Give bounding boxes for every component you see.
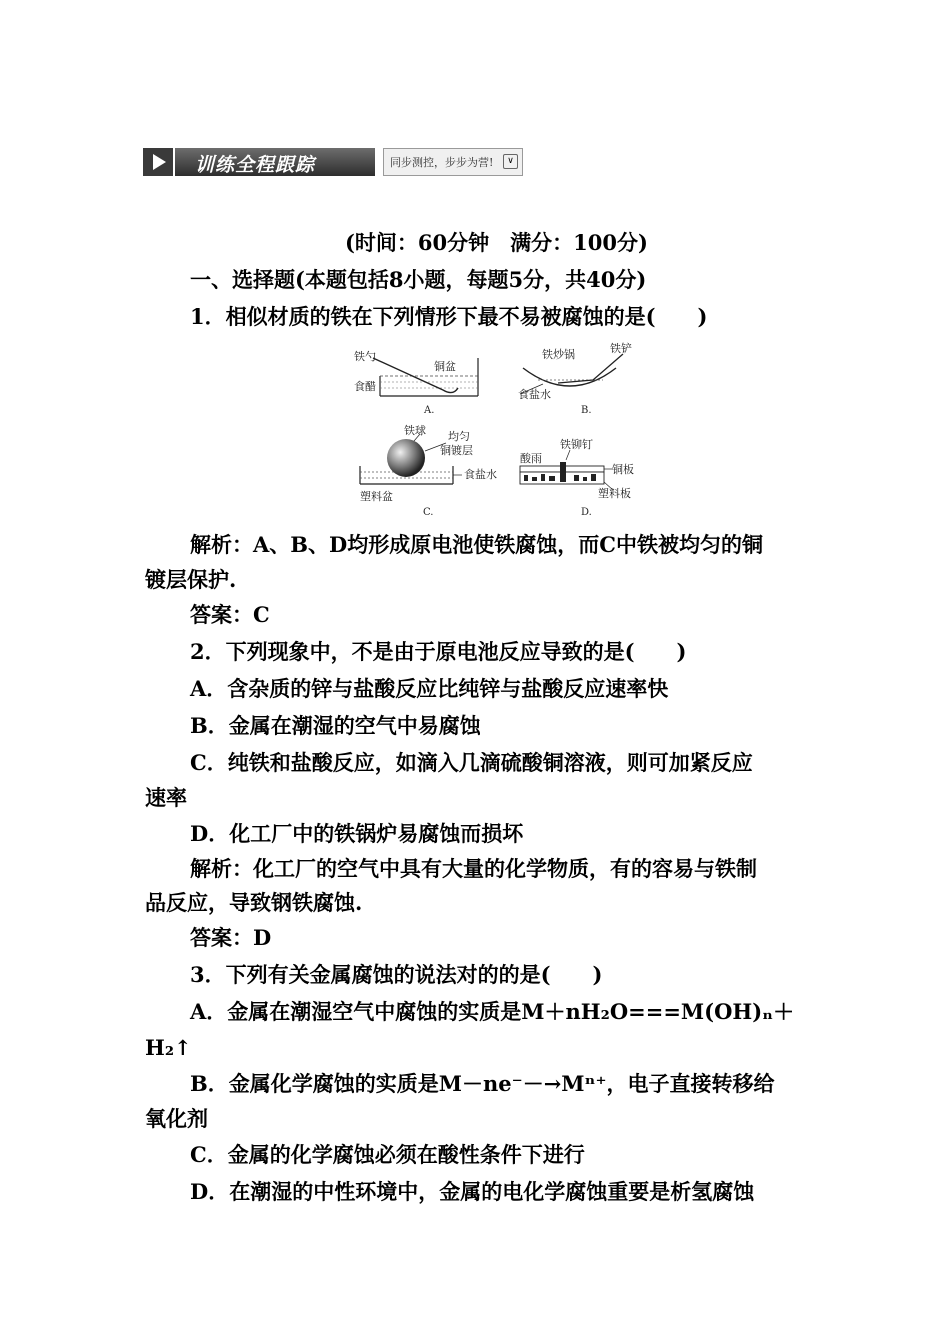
figure-b-caption: B. [581,405,592,416]
q2-option-a: A．含杂质的锌与盐酸反应比纯锌与盐酸反应速率快 [190,676,669,701]
banner-tagline: 同步测控，步步为营! [390,156,494,169]
q1-answer: 答案：C [190,602,270,627]
figure-b-label2: 铁铲 [610,342,632,355]
figure-d-label3: 铜板 [612,463,634,476]
figure-b-label3: 食盐水 [518,388,551,401]
q2-option-c-line1: C．纯铁和盐酸反应，如滴入几滴硫酸铜溶液，则可加紧反应 [190,750,753,775]
q2-analysis-line2: 品反应，导致钢铁腐蚀. [145,890,363,915]
figure-b-label1: 铁炒锅 [542,348,575,361]
q2-option-b: B．金属在潮湿的空气中易腐蚀 [190,713,481,738]
figure-c-caption: C. [423,507,434,518]
figure-a-label3: 食醋 [354,380,376,393]
q2-stem: 2．下列现象中，不是由于原电池反应导致的是( ) [190,639,687,664]
q2-analysis-line1: 解析：化工厂的空气中具有大量的化学物质，有的容易与铁制 [190,856,757,881]
q3-stem: 3．下列有关金属腐蚀的说法对的的是( ) [190,962,603,987]
q2-option-d: D．化工厂中的铁锅炉易腐蚀而损坏 [190,821,524,846]
figure-c-label1: 铁球 [404,424,426,437]
figure-c-label3: 铜镀层 [440,444,473,457]
figure-d-label4: 塑料板 [598,487,631,500]
banner-title: 训练全程跟踪 [195,154,316,176]
figure-d-label1: 铁铆钉 [560,438,593,451]
figure-d-label2: 酸雨 [520,452,542,465]
q1-analysis-line2: 镀层保护. [145,567,237,592]
section-heading: 一、选择题(本题包括8小题，每题5分，共40分) [190,267,647,292]
figure-c-label4: 食盐水 [464,468,497,481]
figure-c-label2: 均匀 [448,430,470,443]
q1-stem: 1．相似材质的铁在下列情形下最不易被腐蚀的是( ) [190,304,708,329]
figure-a-label1: 铁勺 [354,350,376,363]
figure-a-caption: A. [424,405,435,416]
q3-option-a-line2: H₂↑ [145,1035,192,1060]
figure-c [360,423,497,518]
banner-bar [175,148,375,176]
section-banner [143,146,523,178]
q2-answer: 答案：D [190,925,272,950]
figure-a [354,349,478,416]
figure-d [520,437,634,518]
chevron-down-icon: ∨ [503,154,518,169]
q1-analysis-text1: 解析：A、B、D均形成原电池使铁腐蚀，而C中铁被均匀的铜 [190,532,763,557]
figure-d-caption: D. [581,507,592,518]
figure-b [518,341,632,416]
q3-option-d: D．在潮湿的中性环境中，金属的电化学腐蚀重要是析氢腐蚀 [190,1179,755,1204]
q3-option-a-line1: A．金属在潮湿空气中腐蚀的实质是M＋nH₂O===M(OH)ₙ＋ [190,999,795,1024]
q2-option-c-line2: 速率 [145,785,187,810]
banner-tag [383,148,523,176]
figure-a-label2: 铜盆 [434,360,456,373]
time-line: (时间：60分钟 满分：100分) [345,230,648,255]
play-icon [143,148,173,176]
q3-option-b-line2: 氧化剂 [145,1106,208,1131]
q1-figure [348,338,648,522]
q1-analysis-line1 [190,531,805,559]
q3-option-b-line1: B．金属化学腐蚀的实质是M－ne⁻－→Mⁿ⁺，电子直接转移给 [190,1071,775,1096]
figure-c-label5: 塑料盆 [360,490,393,503]
q3-option-c: C．金属的化学腐蚀必须在酸性条件下进行 [190,1142,585,1167]
